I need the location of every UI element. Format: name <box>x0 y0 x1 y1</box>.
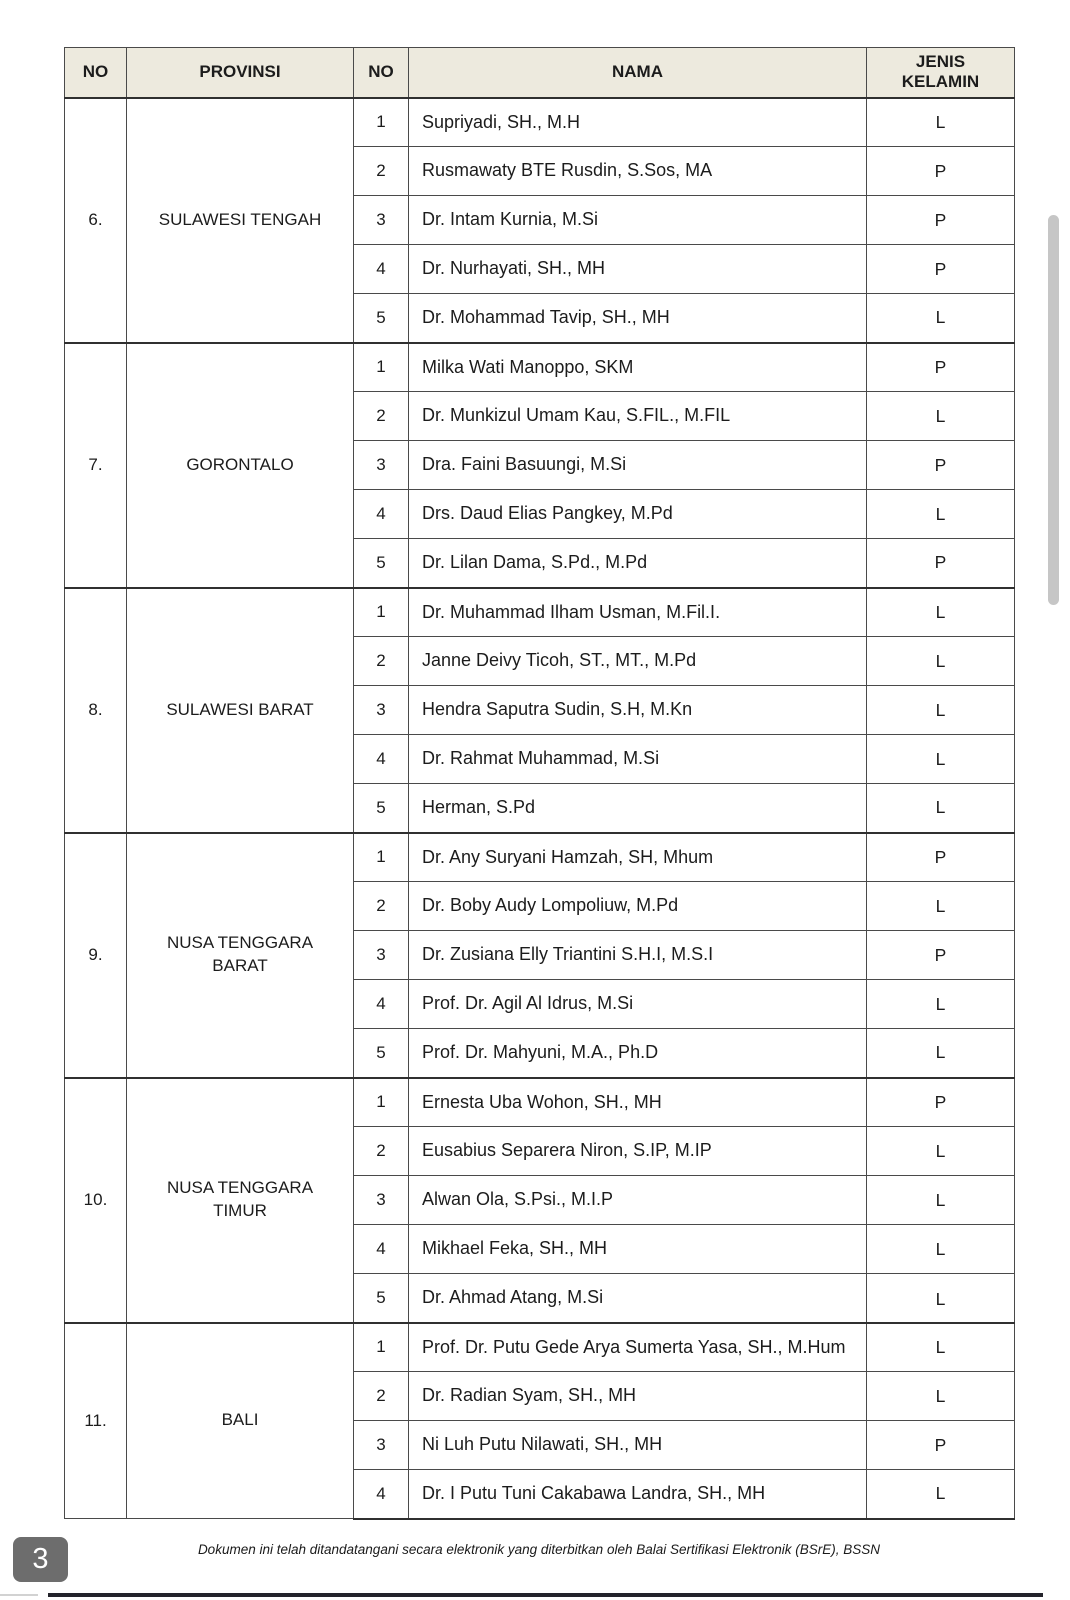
gender-cell: L <box>867 980 1015 1029</box>
member-name-cell: Prof. Dr. Mahyuni, M.A., Ph.D <box>409 1029 867 1078</box>
member-name-cell: Alwan Ola, S.Psi., M.I.P <box>409 1176 867 1225</box>
horizontal-scrollbar-track <box>0 1594 38 1596</box>
vertical-scrollbar-thumb[interactable] <box>1048 215 1059 605</box>
header-nama: NAMA <box>409 48 867 98</box>
member-number-cell: 4 <box>354 490 409 539</box>
gender-cell: P <box>867 441 1015 490</box>
member-name-cell: Janne Deivy Ticoh, ST., MT., M.Pd <box>409 637 867 686</box>
member-name-cell: Dr. Ahmad Atang, M.Si <box>409 1274 867 1323</box>
province-name-cell: NUSA TENGGARA TIMUR <box>127 1078 354 1323</box>
section-number-cell: 11. <box>65 1323 127 1519</box>
member-name-cell: Rusmawaty BTE Rusdin, S.Sos, MA <box>409 147 867 196</box>
gender-cell: P <box>867 343 1015 392</box>
member-number-cell: 5 <box>354 1029 409 1078</box>
member-name-cell: Milka Wati Manoppo, SKM <box>409 343 867 392</box>
gender-cell: L <box>867 98 1015 147</box>
member-number-cell: 1 <box>354 588 409 637</box>
member-number-cell: 4 <box>354 1225 409 1274</box>
gender-cell: L <box>867 686 1015 735</box>
member-row <box>65 588 1015 637</box>
province-name-cell: BALI <box>127 1323 354 1519</box>
section-number-cell: 9. <box>65 833 127 1078</box>
member-name-cell: Hendra Saputra Sudin, S.H, M.Kn <box>409 686 867 735</box>
member-row <box>65 1078 1015 1127</box>
member-number-cell: 2 <box>354 392 409 441</box>
gender-cell: P <box>867 931 1015 980</box>
province-name-cell: NUSA TENGGARA BARAT <box>127 833 354 1078</box>
member-row <box>65 833 1015 882</box>
gender-cell: L <box>867 882 1015 931</box>
member-number-cell: 2 <box>354 882 409 931</box>
header-provinsi: PROVINSI <box>127 48 354 98</box>
member-name-cell: Dr. Mohammad Tavip, SH., MH <box>409 294 867 343</box>
member-number-cell: 2 <box>354 1127 409 1176</box>
member-name-cell: Herman, S.Pd <box>409 784 867 833</box>
gender-cell: P <box>867 1421 1015 1470</box>
header-no-inner: NO <box>354 48 409 98</box>
member-number-cell: 5 <box>354 1274 409 1323</box>
gender-cell: L <box>867 1470 1015 1519</box>
section-number-cell: 6. <box>65 98 127 343</box>
gender-cell: L <box>867 1127 1015 1176</box>
member-name-cell: Dr. Munkizul Umam Kau, S.FIL., M.FIL <box>409 392 867 441</box>
member-number-cell: 3 <box>354 196 409 245</box>
gender-cell: L <box>867 1274 1015 1323</box>
horizontal-scrollbar-thumb[interactable] <box>48 1593 1043 1597</box>
member-number-cell: 1 <box>354 1323 409 1372</box>
member-number-cell: 1 <box>354 833 409 882</box>
gender-cell: L <box>867 1323 1015 1372</box>
member-name-cell: Mikhael Feka, SH., MH <box>409 1225 867 1274</box>
gender-cell: L <box>867 1176 1015 1225</box>
member-name-cell: Dr. Muhammad Ilham Usman, M.Fil.I. <box>409 588 867 637</box>
gender-cell: L <box>867 490 1015 539</box>
member-name-cell: Prof. Dr. Putu Gede Arya Sumerta Yasa, SH., M.Hum <box>409 1323 867 1372</box>
member-number-cell: 4 <box>354 980 409 1029</box>
member-name-cell: Eusabius Separera Niron, S.IP, M.IP <box>409 1127 867 1176</box>
section-number-cell: 7. <box>65 343 127 588</box>
header-jenis-kelamin: JENIS KELAMIN <box>867 48 1015 98</box>
member-number-cell: 4 <box>354 1470 409 1519</box>
gender-cell: L <box>867 735 1015 784</box>
member-number-cell: 3 <box>354 1176 409 1225</box>
gender-cell: P <box>867 147 1015 196</box>
member-name-cell: Dr. Radian Syam, SH., MH <box>409 1372 867 1421</box>
member-number-cell: 2 <box>354 1372 409 1421</box>
member-name-cell: Ni Luh Putu Nilawati, SH., MH <box>409 1421 867 1470</box>
province-members-table <box>64 47 1015 1520</box>
member-number-cell: 1 <box>354 98 409 147</box>
electronic-signature-note: Dokumen ini telah ditandatangani secara elektronik yang diterbitkan oleh Balai Sertifikasi Elektronik (BSrE), BSSN <box>197 1542 881 1557</box>
gender-cell: P <box>867 539 1015 588</box>
header-no-outer: NO <box>65 48 127 98</box>
gender-cell: L <box>867 784 1015 833</box>
gender-cell: L <box>867 1225 1015 1274</box>
section-number-cell: 8. <box>65 588 127 833</box>
page-number-badge: 3 <box>13 1537 68 1582</box>
member-number-cell: 3 <box>354 686 409 735</box>
table-header-row <box>65 48 1015 98</box>
member-number-cell: 3 <box>354 441 409 490</box>
gender-cell: P <box>867 245 1015 294</box>
province-name-cell: SULAWESI TENGAH <box>127 98 354 343</box>
member-name-cell: Dr. Rahmat Muhammad, M.Si <box>409 735 867 784</box>
member-number-cell: 2 <box>354 147 409 196</box>
gender-cell: P <box>867 1078 1015 1127</box>
member-name-cell: Supriyadi, SH., M.H <box>409 98 867 147</box>
gender-cell: L <box>867 637 1015 686</box>
member-number-cell: 4 <box>354 735 409 784</box>
gender-cell: L <box>867 1372 1015 1421</box>
member-name-cell: Dr. Nurhayati, SH., MH <box>409 245 867 294</box>
member-row <box>65 98 1015 147</box>
member-name-cell: Dra. Faini Basuungi, M.Si <box>409 441 867 490</box>
member-number-cell: 2 <box>354 637 409 686</box>
member-number-cell: 3 <box>354 931 409 980</box>
province-name-cell: GORONTALO <box>127 343 354 588</box>
gender-cell: L <box>867 588 1015 637</box>
member-row <box>65 1323 1015 1372</box>
member-number-cell: 3 <box>354 1421 409 1470</box>
gender-cell: L <box>867 392 1015 441</box>
gender-cell: P <box>867 833 1015 882</box>
member-name-cell: Dr. Zusiana Elly Triantini S.H.I, M.S.I <box>409 931 867 980</box>
member-name-cell: Dr. Lilan Dama, S.Pd., M.Pd <box>409 539 867 588</box>
gender-cell: P <box>867 196 1015 245</box>
member-name-cell: Dr. Boby Audy Lompoliuw, M.Pd <box>409 882 867 931</box>
section-number-cell: 10. <box>65 1078 127 1323</box>
member-number-cell: 5 <box>354 294 409 343</box>
member-number-cell: 5 <box>354 539 409 588</box>
province-name-cell: SULAWESI BARAT <box>127 588 354 833</box>
member-name-cell: Dr. Intam Kurnia, M.Si <box>409 196 867 245</box>
member-name-cell: Drs. Daud Elias Pangkey, M.Pd <box>409 490 867 539</box>
gender-cell: L <box>867 1029 1015 1078</box>
member-row <box>65 343 1015 392</box>
gender-cell: L <box>867 294 1015 343</box>
member-number-cell: 1 <box>354 343 409 392</box>
member-number-cell: 5 <box>354 784 409 833</box>
member-name-cell: Dr. Any Suryani Hamzah, SH, Mhum <box>409 833 867 882</box>
member-name-cell: Dr. I Putu Tuni Cakabawa Landra, SH., MH <box>409 1470 867 1519</box>
member-number-cell: 1 <box>354 1078 409 1127</box>
member-name-cell: Prof. Dr. Agil Al Idrus, M.Si <box>409 980 867 1029</box>
member-number-cell: 4 <box>354 245 409 294</box>
member-name-cell: Ernesta Uba Wohon, SH., MH <box>409 1078 867 1127</box>
